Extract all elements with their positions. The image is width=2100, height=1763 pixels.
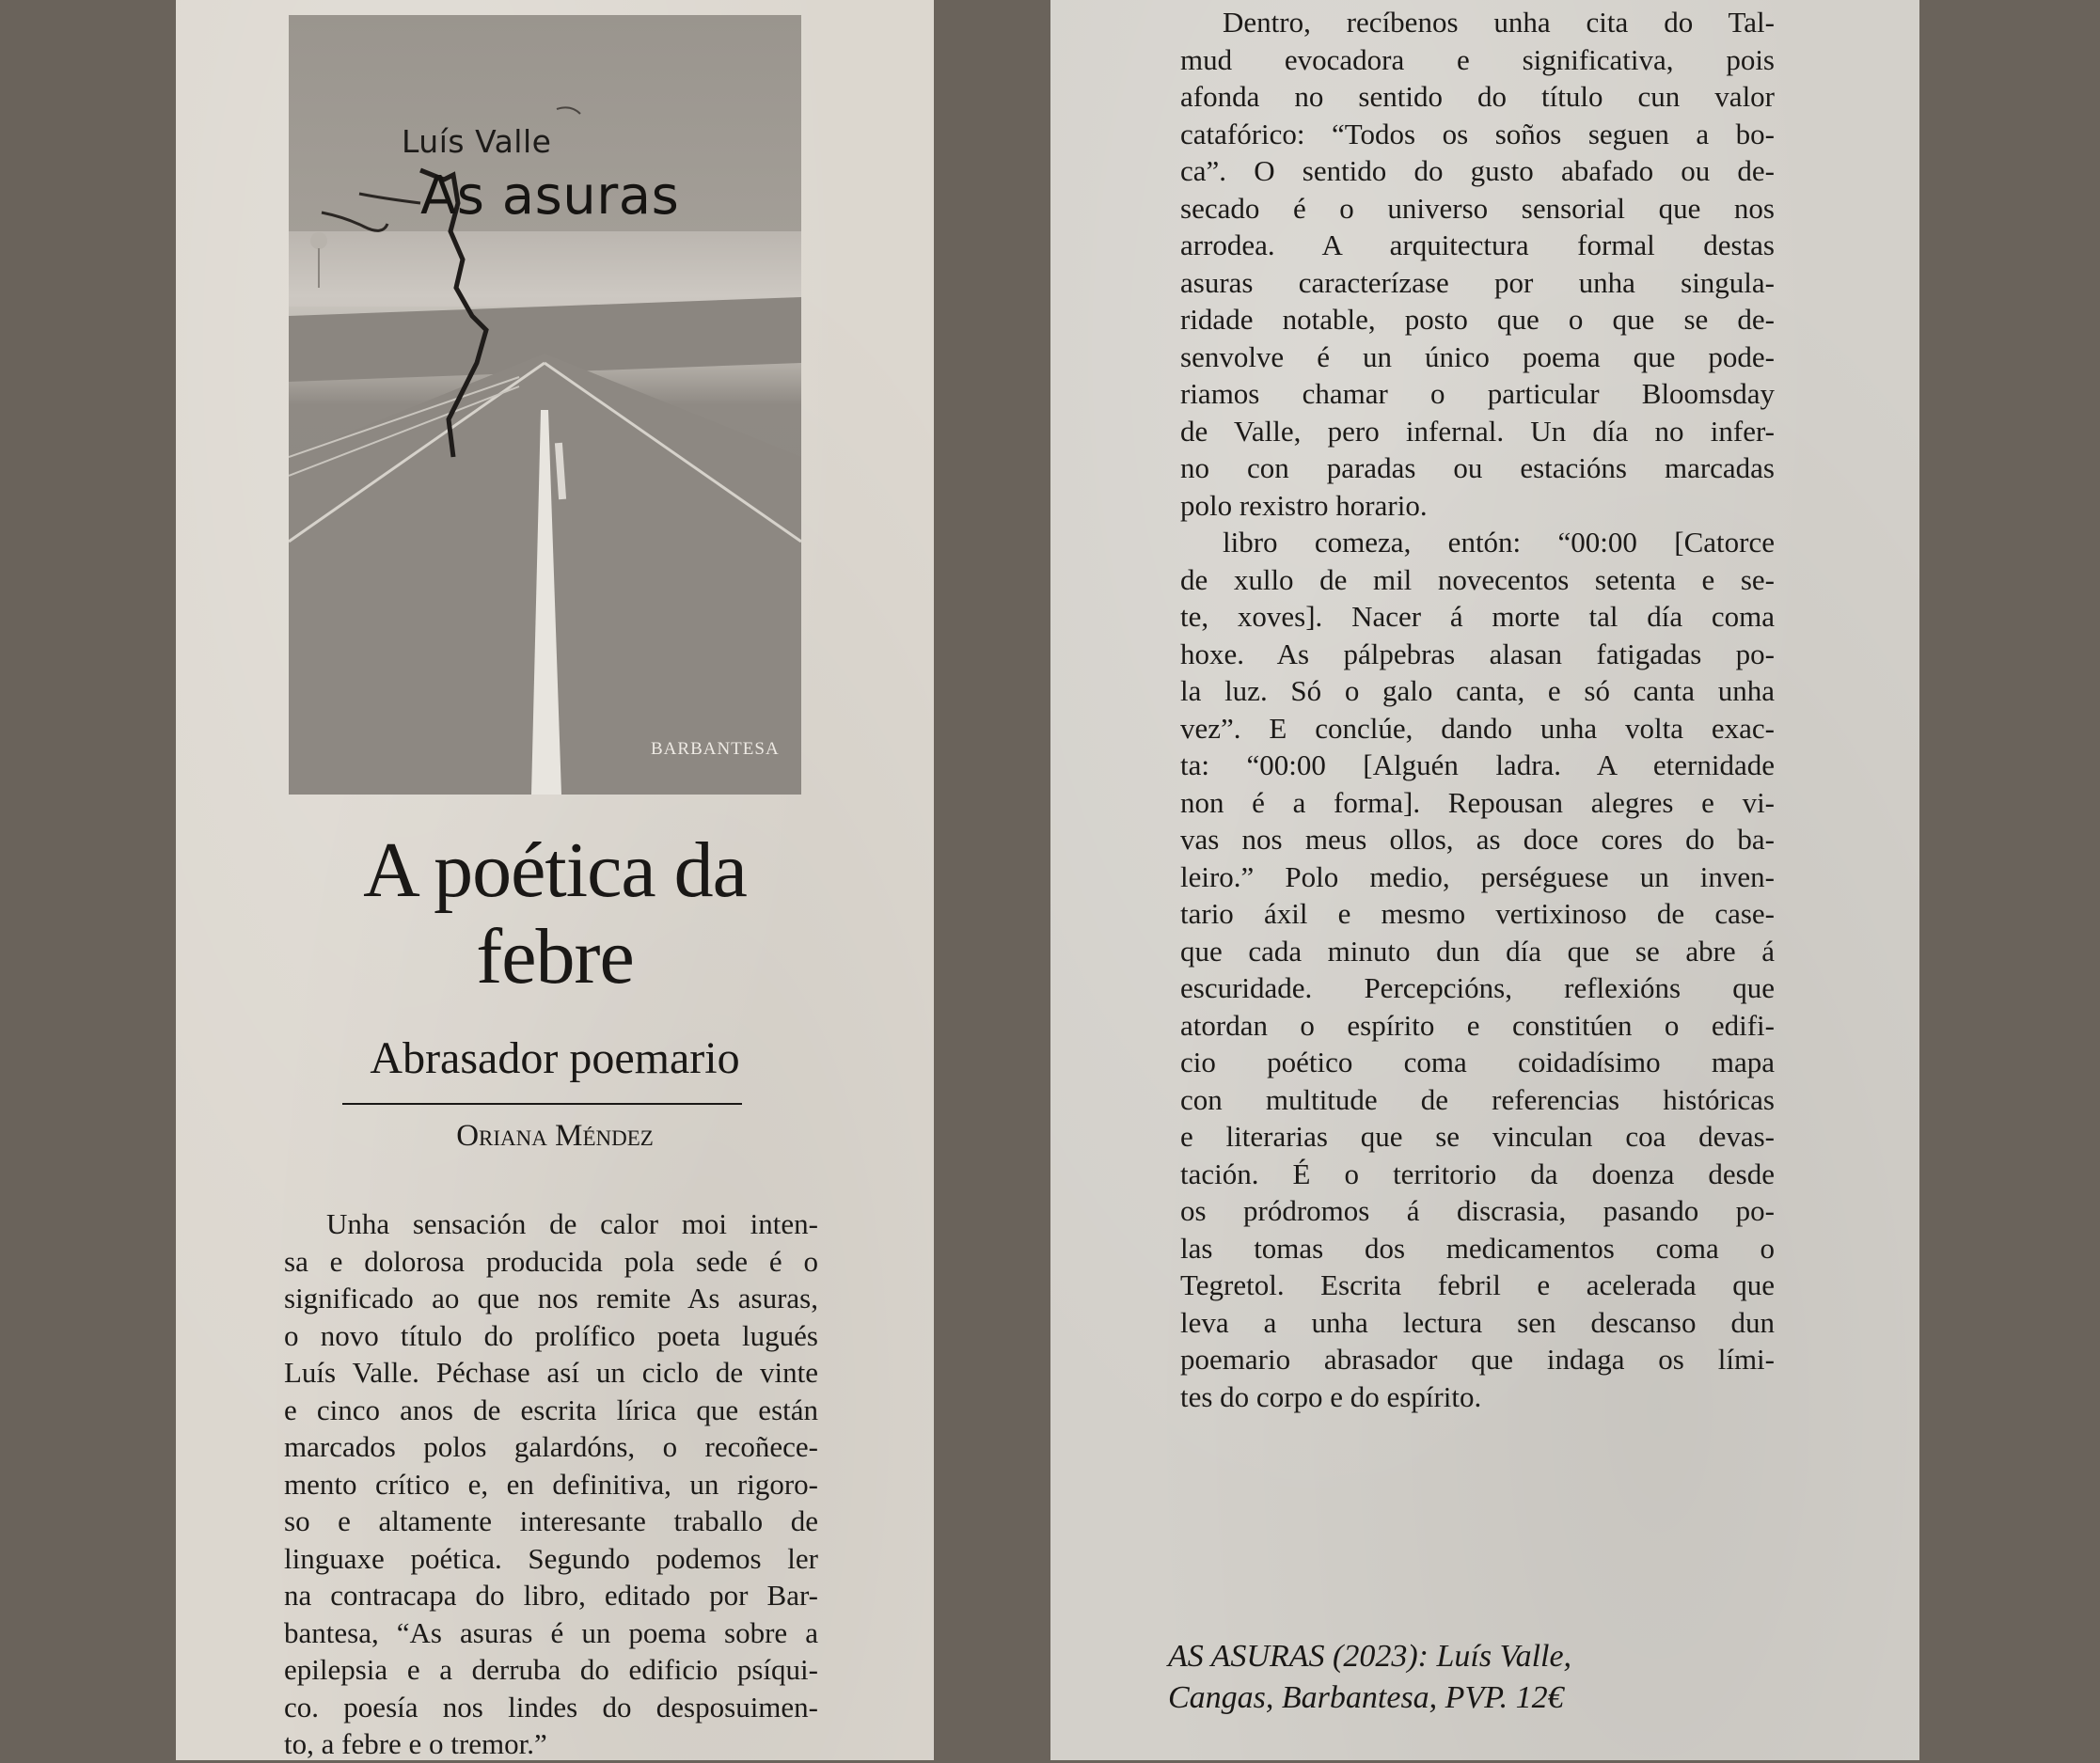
- text-line: de Valle, pero infernal. Un día no infer-: [1180, 414, 1775, 448]
- text-line: secado é o universo sensorial que nos: [1180, 191, 1775, 225]
- text-line: de xullo de mil novecentos setenta e se-: [1180, 562, 1775, 596]
- text-line: mud evocadora e significativa, pois: [1180, 42, 1775, 76]
- text-line: bantesa, “As asuras é un poema sobre a: [284, 1615, 818, 1649]
- text-line: riamos chamar o particular Bloomsday: [1180, 377, 1775, 410]
- text-line: senvolve é un único poema que pode-: [1180, 339, 1775, 373]
- text-line: leva a unha lectura sen descanso dun: [1180, 1305, 1775, 1339]
- credit-line-1: AS ASURAS (2023): Luís Valle,: [1168, 1639, 1572, 1674]
- text-line: hoxe. As pálpebras alasan fatigadas po-: [1180, 637, 1775, 670]
- text-line: te, xoves]. Nacer á morte tal día coma: [1180, 600, 1775, 633]
- text-line: atordan o espírito e constitúen o edifi-: [1180, 1008, 1775, 1042]
- text-line: marcados polos galardóns, o recoñece-: [284, 1430, 818, 1463]
- text-line: e literarias que se vinculan coa devas-: [1180, 1120, 1775, 1153]
- text-line: no con paradas ou estacións marcadas: [1180, 451, 1775, 484]
- text-line: arrodea. A arquitectura formal destas: [1180, 228, 1775, 261]
- text-line: significado ao que nos remite As asuras,: [284, 1282, 818, 1314]
- right-newspaper-column: [1050, 0, 1919, 1760]
- cover-author: Luís Valle: [402, 123, 552, 160]
- text-line: ta: “00:00 [Alguén ladra. A eternidade: [1180, 748, 1775, 781]
- text-line: libro comeza, entón: “00:00 [Catorce: [1223, 526, 1775, 559]
- text-line: catafórico: “Todos os soños seguen a bo-: [1180, 117, 1775, 150]
- text-line: vas nos meus ollos, as doce cores do ba-: [1180, 823, 1775, 856]
- text-line: con multitude de referencias históricas: [1180, 1082, 1775, 1116]
- cover-road-sign: [310, 232, 327, 249]
- text-line: Dentro, recíbenos unha cita do Tal-: [1223, 6, 1775, 39]
- text-line: la luz. Só o galo canta, e só canta unha: [1180, 674, 1775, 707]
- cover-title: As asuras: [420, 165, 680, 227]
- text-line: poemario abrasador que indaga os lími-: [1180, 1343, 1775, 1376]
- text-line: non é a forma]. Repousan alegres e vi-: [1180, 785, 1775, 819]
- book-cover-image: [289, 15, 801, 795]
- right-column-body: [1180, 4, 1775, 1415]
- text-line: leiro.” Polo medio, perséguese un inven-: [1180, 859, 1775, 893]
- text-line: cio poético coma coidadísimo mapa: [1180, 1046, 1775, 1078]
- cover-sky-clouds: [289, 231, 801, 307]
- text-line: na contracapa do libro, editado por Bar-: [284, 1579, 818, 1612]
- text-line: Unha sensación de calor moi inten-: [326, 1207, 818, 1240]
- article-headline: [176, 827, 934, 1000]
- text-line: ca”. O sentido do gusto abafado ou de-: [1180, 154, 1775, 187]
- left-newspaper-column: [176, 0, 934, 1760]
- text-line: las tomas dos medicamentos coma o: [1180, 1231, 1775, 1265]
- text-line: sa e dolorosa producida pola sede é o: [284, 1244, 818, 1278]
- text-line: Luís Valle. Péchase así un ciclo de vinte: [284, 1356, 818, 1389]
- cover-publisher: BARBANTESA: [651, 739, 780, 759]
- kicker-divider: [342, 1103, 742, 1105]
- credit-line-2: Cangas, Barbantesa, PVP. 12€: [1168, 1680, 1564, 1715]
- text-line: o novo título do prolífico poeta lugués: [284, 1318, 818, 1352]
- text-line: e cinco anos de escrita lírica que están: [284, 1393, 818, 1426]
- article-byline: Oriana Méndez: [456, 1119, 654, 1153]
- text-line: afonda no sentido do título cun valor: [1180, 80, 1775, 113]
- text-line: tes do corpo e do espírito.: [1180, 1379, 1482, 1413]
- text-line: Tegretol. Escrita febril e acelerada que: [1180, 1268, 1775, 1301]
- text-line: asuras caracterízase por unha singula-: [1180, 265, 1775, 299]
- text-line: ridade notable, posto que o que se de-: [1180, 303, 1775, 336]
- text-line: mento crítico e, en definitiva, un rigoro-: [284, 1467, 818, 1501]
- text-line: que cada minuto dun día que se abre á: [1180, 934, 1775, 968]
- left-column-body: [284, 1205, 818, 1763]
- text-line: vez”. E conclúe, dando unha volta exac-: [1180, 711, 1775, 745]
- text-line: linguaxe poética. Segundo podemos ler: [284, 1541, 818, 1575]
- text-line: so e altamente interesante traballo de: [284, 1504, 818, 1537]
- headline-line-1: A poética da: [363, 826, 747, 914]
- article-kicker: Abrasador poemario: [370, 1033, 740, 1083]
- book-credit: [1168, 1636, 1571, 1719]
- text-line: tación. É o territorio da doenza desde: [1180, 1157, 1775, 1190]
- text-line: os pródromos á discrasia, pasando po-: [1180, 1194, 1775, 1227]
- text-line: to, a febre e o tremor.”: [284, 1727, 547, 1760]
- text-line: polo rexistro horario.: [1180, 488, 1428, 522]
- headline-line-2: febre: [476, 913, 634, 1000]
- cover-crack-branch: [359, 194, 420, 203]
- text-line: epilepsia e a derruba do edificio psíqui-: [284, 1653, 818, 1686]
- text-line: escuridade. Percepcións, reflexións que: [1180, 971, 1775, 1004]
- text-line: co. poesía nos lindes do desposuimen-: [284, 1690, 818, 1724]
- text-line: tario áxil e mesmo vertixinoso de case-: [1180, 897, 1775, 930]
